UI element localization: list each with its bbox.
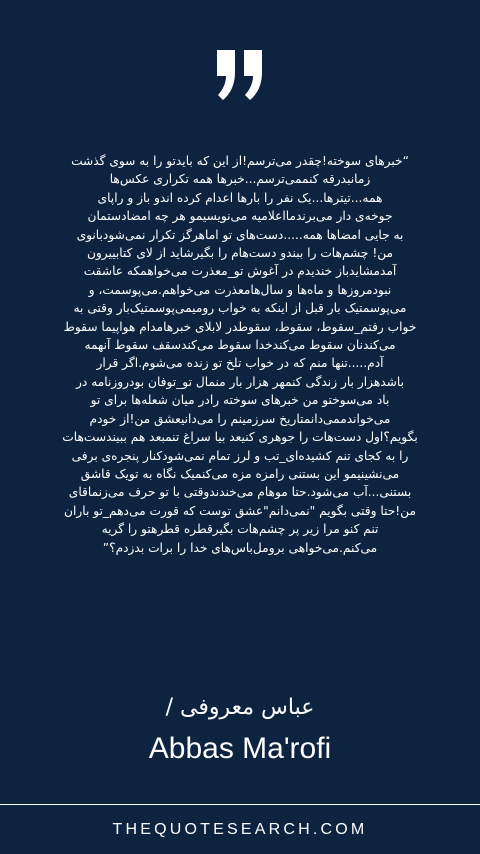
quote-line: “خبرهای سوخته!چقدر می‌ترسم!از این که بایدتو را به سوی گذشت xyxy=(71,154,409,168)
quote-line: می‌کندنان سقوط می‌کندخدا سقوط می‌کندسقف سقوط آنهمه xyxy=(84,338,396,353)
quote-line: خواب رفتم_سقوط، سقوط، سقوطدر لابلای خبرهامدام هواپیما سقوط xyxy=(63,319,417,334)
quote-line: باشدهزار بار زندگی کنمهر هزار بار منمال تو_توفان بودروزنامه در xyxy=(76,374,404,389)
quote-line: بستنی...آب می‌شود.حتا موهام می‌خندندوقتی با تو حرف می‌زنماقای xyxy=(68,485,412,500)
author-name-persian: عباس معروفی / xyxy=(165,695,315,720)
author-name-english: Abbas Ma'rofi xyxy=(148,732,332,765)
quote-line: باد می‌سوختو من خبرهای سوخته رادر میان شعله‌ها برای تو xyxy=(90,393,390,408)
quote-line: می‌کنم.می‌خواهی برومل‌باس‌های خدا را برات بدزدم؟” xyxy=(102,540,378,555)
footer-divider xyxy=(0,804,480,805)
quote-line: آدم.....تنها منم که در خواب تلخ تو زنده می‌شوم.اگر قرار xyxy=(96,356,384,371)
quote-line: آمدمشایدباز خندیدم در آغوش تو_معذرت می‌خواهمکه عاشقت xyxy=(83,264,397,279)
quote-line: زمانبدرقه کنممی‌ترسم...خبرها همه تکراری عکس‌ها xyxy=(109,172,371,187)
quote-line: همه...تیترها...یک نفر را بارها اعدام کرده اندو باز و راپای xyxy=(97,190,383,205)
quote-line: به جایی امضاها همه.....دست‌های تو اماهرگز تکرار نمی‌شودبانوی xyxy=(76,227,404,242)
quote-line: می‌نشینیمو این بستنی رامزه مزه می‌کنمیک نگاه به تویک قاشق xyxy=(80,466,400,481)
quote-line: من!حتا وقتی بگویم "نمی‌دانم"عشق توست که قورت می‌دهم_تو باران xyxy=(64,503,416,518)
quote-line: را به کجای تنم کشیده‌ای_تب و لرز تمام نمی‌شودکنار پنجره‌ی برفی xyxy=(71,448,409,463)
quote-line: می‌پوسمتیک بار قبل از اینکه به خواب رومیمی‌پوسمتیک‌بار وقتی به xyxy=(73,301,407,316)
quote-text xyxy=(30,152,450,557)
quote-icon xyxy=(0,42,480,112)
quote-line: بگویم؟اول دست‌هات را جوهری کنیعد بیا سراغ تنمبعد هم ببیندست‌هات xyxy=(62,430,418,445)
quote-line: من! چشم‌هات را ببندو دست‌هام را بگیرشاید از لای کتابییرون xyxy=(86,246,394,261)
site-link[interactable]: THEQUOTESEARCH.COM xyxy=(112,821,368,838)
quote-line: نبودمروزها و ماه‌ها و سال‌هامعذرت می‌خواهم.می‌پوسمت، و xyxy=(88,282,392,297)
quote-line: تنم کنو مرا زیر پر چشم‌هات بگیرقطره قطرهتو را گریه xyxy=(101,522,379,537)
quote-line: می‌خواندممی‌دانمتاریخ سرزمینم را می‌دانیعشق من!از خودم xyxy=(89,411,391,426)
quote-line: جوخه‌ی دار می‌برندمااعلامیه می‌نویسیمو هر چه امضادستمان xyxy=(87,209,393,224)
